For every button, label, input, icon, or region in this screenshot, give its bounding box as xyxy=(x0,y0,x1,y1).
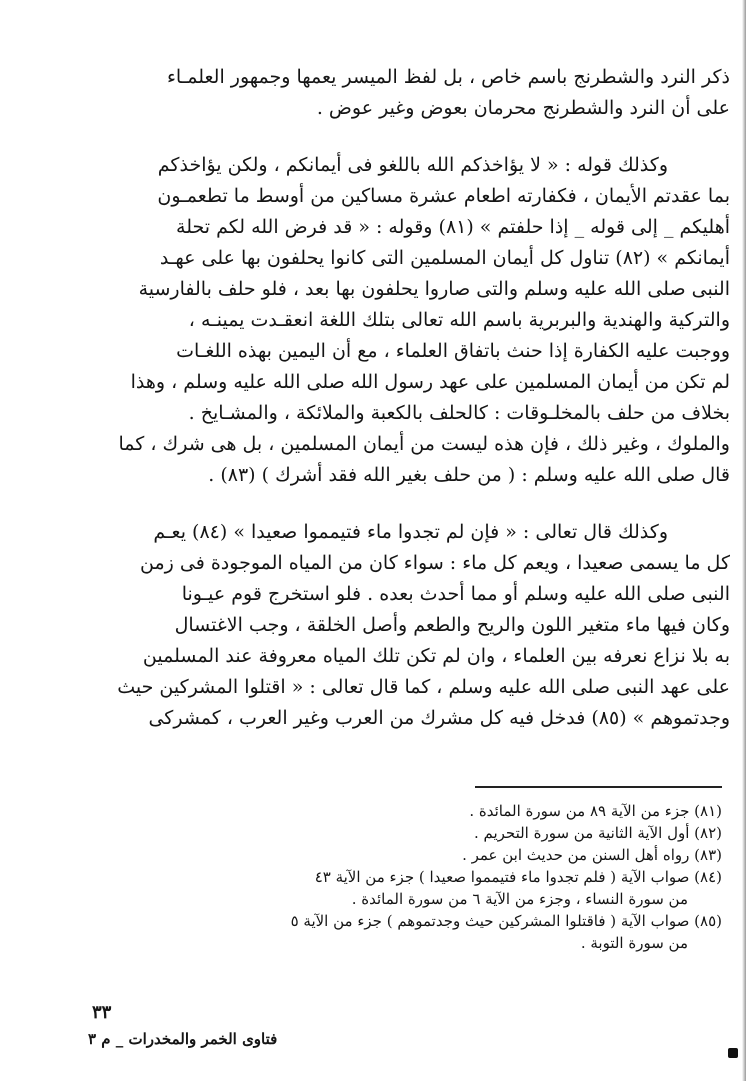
text-line: لم تكن من أيمان المسلمين على عهد رسول الله صلى الله عليه وسلم ، وهذا xyxy=(130,371,730,393)
text-line: النبى صلى الله عليه وسلم والتى صاروا يحلفون بها بعد ، فلو حلف بالفارسية xyxy=(138,278,730,300)
footnote-82: (٨٢) أول الآية الثانية من سورة التحريم . xyxy=(473,824,722,842)
running-footer: فتاوى الخمر والمخدرات _ م ٣ xyxy=(88,1030,278,1048)
text-line: به بلا نزاع نعرفه بين العلماء ، وان لم تكن تلك المياه معروفة عند المسلمين xyxy=(142,645,730,667)
footnote-84: (٨٤) صواب الآية ( فلم تجدوا ماء فتيمموا صعيدا ) جزء من الآية ٤٣ xyxy=(314,868,722,886)
scan-corner-mark xyxy=(728,1048,738,1058)
text-line: والملوك ، وغير ذلك ، فإن هذه ليست من أيمان المسلمين ، بل هى شرك ، كما xyxy=(118,433,730,455)
footnote-81: (٨١) جزء من الآية ٨٩ من سورة المائدة . xyxy=(469,802,722,820)
text-line: أهليكم _ إلى قوله _ إذا حلفتم » (٨١) وقوله : « قد فرض الله لكم تحلة xyxy=(176,216,730,238)
paragraph-1 xyxy=(66,62,730,124)
text-line: وكذلك قوله : « لا يؤاخذكم الله باللغو فى أيمانكم ، ولكن يؤاخذكم xyxy=(157,154,668,176)
page-number: ٣٣ xyxy=(92,1002,112,1023)
text-line: والتركية والهندية والبربرية باسم الله تعالى بتلك اللغة انعقـدت يمينـه ، xyxy=(188,309,730,331)
text-line: النبى صلى الله عليه وسلم أو مما أحدث بعده . فلو استخرج قوم عيـونا xyxy=(181,583,730,605)
paragraph-2 xyxy=(66,150,730,491)
footnote-84-continued: من سورة النساء ، وجزء من الآية ٦ من سورة المائدة . xyxy=(351,890,688,908)
footnote-83: (٨٣) رواه أهل السنن من حديث ابن عمر . xyxy=(462,846,722,864)
text-line: ووجبت عليه الكفارة إذا حنث باتفاق العلماء ، مع أن اليمين بهذه اللغـات xyxy=(176,340,730,362)
footnote-divider xyxy=(475,786,722,788)
footnotes xyxy=(60,800,722,954)
text-line: أيمانكم » (٨٢) تناول كل أيمان المسلمين التى كانوا يحلفون بها على عهـد xyxy=(159,247,730,269)
text-line: بما عقدتم الأيمان ، فكفارته اطعام عشرة مساكين من أوسط ما تطعمـون xyxy=(157,185,730,207)
text-line: ذكر النرد والشطرنج باسم خاص ، بل لفظ الميسر يعمها وجمهور العلمـاء xyxy=(166,66,730,88)
text-line: على عهد النبى صلى الله عليه وسلم ، كما قال تعالى : « اقتلوا المشركين حيث xyxy=(117,676,730,698)
text-line: كل ما يسمى صعيدا ، ويعم كل ماء : سواء كان من المياه الموجودة فى زمن xyxy=(140,552,730,574)
main-text xyxy=(66,62,730,734)
text-line: على أن النرد والشطرنج محرمان بعوض وغير عوض . xyxy=(316,97,730,119)
paragraph-3 xyxy=(66,517,730,734)
text-line: قال صلى الله عليه وسلم : ( من حلف بغير الله فقد أشرك ) (٨٣) . xyxy=(208,464,730,486)
footnote-85-continued: من سورة التوبة . xyxy=(580,934,688,952)
text-line: وكان فيها ماء متغير اللون والريح والطعم وأصل الخلقة ، وجب الاغتسال xyxy=(174,614,730,636)
text-line: بخلاف من حلف بالمخلـوقات : كالحلف بالكعبة والملائكة ، والمشـايخ . xyxy=(188,402,730,424)
text-line: وجدتموهم » (٨٥) فدخل فيه كل مشرك من العرب وغير العرب ، كمشركى xyxy=(148,707,730,729)
page-edge-shadow xyxy=(742,0,746,1081)
footnote-85: (٨٥) صواب الآية ( فاقتلوا المشركين حيث وجدتموهم ) جزء من الآية ٥ xyxy=(290,912,722,930)
text-line: وكذلك قال تعالى : « فإن لم تجدوا ماء فتيمموا صعيدا » (٨٤) يعـم xyxy=(153,521,668,543)
